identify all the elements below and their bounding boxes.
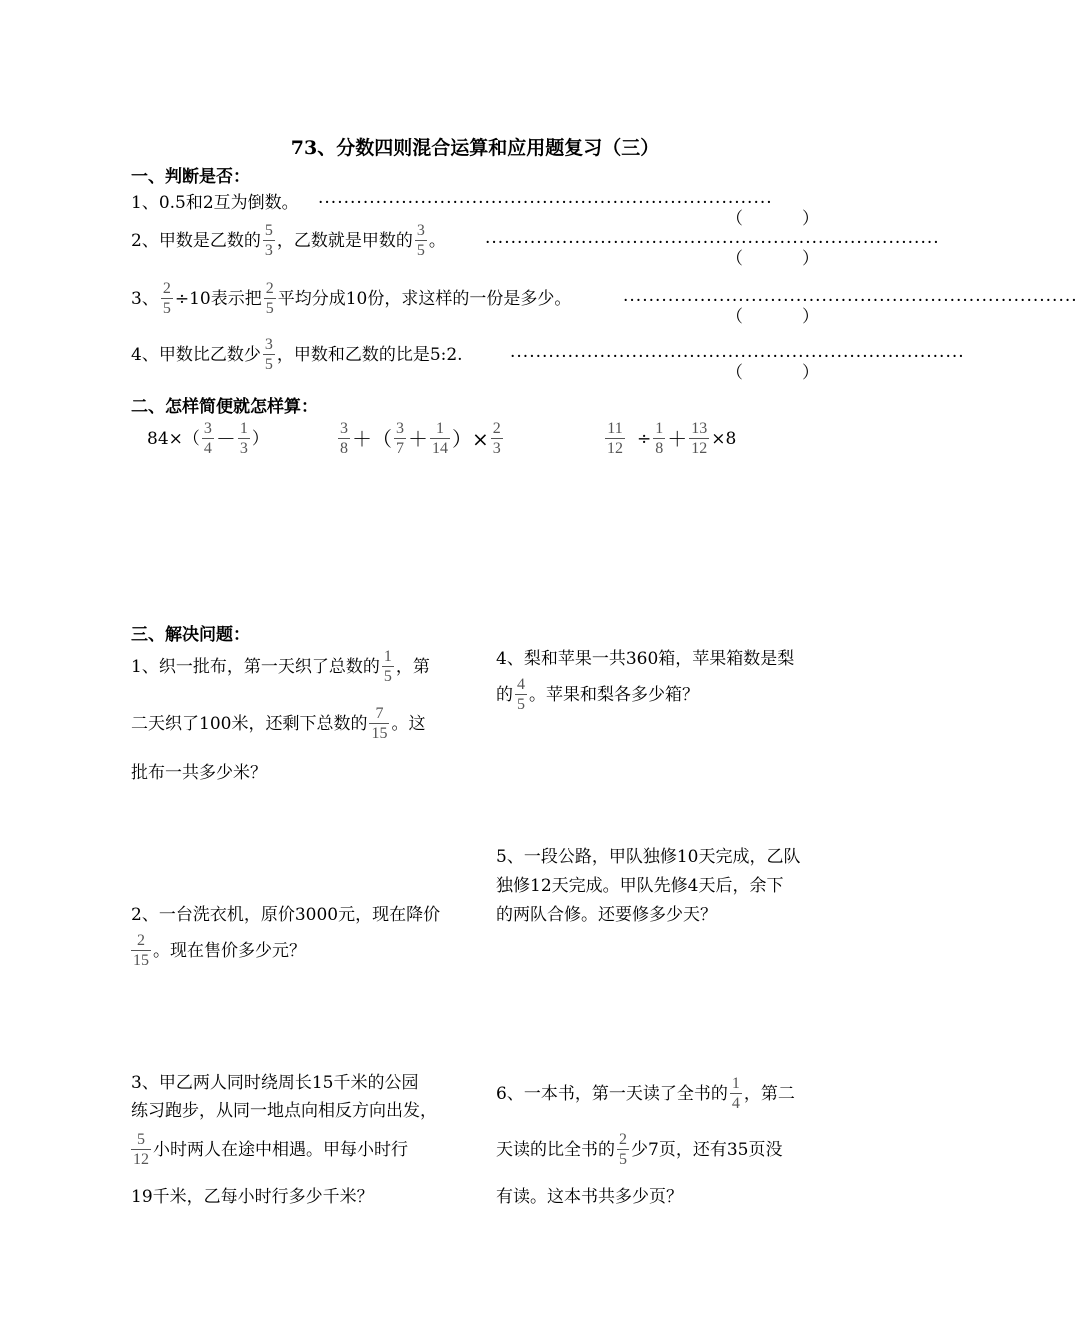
fraction [515, 676, 527, 713]
judge-item-4-answer-box[interactable] [726, 346, 819, 383]
denominator: 12 [691, 440, 708, 457]
page-title: 73、分数四则混合运算和应用题复习（三） [290, 137, 660, 159]
problem-6-line-3: 有读。这本书共多少页？ [496, 1187, 683, 1207]
numerator: 1 [239, 420, 248, 437]
fraction [653, 420, 665, 457]
calc-3-operator-1: ÷ [637, 428, 652, 449]
text: ，第二 [743, 1083, 795, 1104]
judge-item-2 [131, 222, 446, 259]
numerator: 2 [162, 280, 171, 297]
problem-5-line-1: 5、一段公路，甲队独修10天完成，乙队 [496, 847, 801, 867]
paren-open: （ [726, 307, 743, 327]
denominator: 3 [264, 242, 273, 259]
numerator: 1 [436, 420, 444, 437]
numerator: 7 [375, 705, 384, 722]
paren-close: ） [802, 249, 819, 269]
fraction [430, 420, 450, 457]
numerator: 4 [517, 676, 525, 693]
denominator: 5 [416, 242, 425, 259]
denominator: 8 [340, 440, 348, 457]
numerator: 3 [416, 222, 425, 239]
text: 。现在售价多少元？ [153, 940, 306, 961]
fraction [338, 420, 350, 457]
fraction [238, 420, 250, 457]
denominator: 8 [655, 440, 664, 457]
denominator: 5 [619, 1151, 627, 1168]
numerator: 1 [731, 1075, 740, 1092]
numerator: 3 [203, 420, 212, 437]
paren-close: ） [802, 363, 819, 383]
text: 。苹果和梨各多少箱？ [529, 684, 699, 705]
numerator: 1 [655, 420, 664, 437]
judge-item-3-text-c: 平均分成10份，求这样的一份是多少。 [277, 288, 572, 309]
fraction [263, 222, 275, 259]
denominator: 5 [265, 300, 274, 317]
problem-2-line-2 [129, 932, 306, 969]
fraction [730, 1075, 742, 1112]
judge-item-3-text-a: 3、 [131, 288, 159, 309]
denominator: 5 [383, 668, 392, 685]
problem-1-line-3: 批布一共多少米？ [131, 763, 267, 783]
numerator: 3 [264, 336, 273, 353]
fraction [264, 280, 276, 317]
section-judge-heading: 一、判断是否： [131, 167, 250, 187]
problem-3-line-3 [129, 1131, 408, 1168]
problem-3-line-2: 练习跑步，从同一地点向相反方向出发， [131, 1101, 437, 1121]
numerator: 1 [383, 648, 392, 665]
text: 少7页，还有35页没 [631, 1139, 783, 1160]
paren-open: （ [726, 249, 743, 269]
paren-close: ） [802, 209, 819, 229]
numerator: 2 [137, 932, 145, 949]
denominator: 3 [239, 440, 248, 457]
judge-item-1-text: 1、0.5和2互为倒数。 [131, 193, 299, 213]
denominator: 5 [264, 356, 273, 373]
denominator: 4 [203, 440, 212, 457]
numerator: 3 [340, 420, 348, 437]
problem-4-line-2 [496, 676, 699, 713]
paren-open: （ [726, 209, 743, 229]
judge-item-4 [131, 336, 463, 373]
numerator: 2 [265, 280, 274, 297]
fraction [382, 648, 394, 685]
numerator: 2 [619, 1131, 627, 1148]
denominator: 3 [492, 440, 501, 457]
problem-2-line-1: 2、一台洗衣机，原价3000元，现在降价 [131, 905, 441, 925]
judge-item-3-answer-box[interactable] [726, 290, 819, 327]
judge-item-2-answer-box[interactable] [726, 232, 819, 269]
judge-item-2-text-c: 。 [428, 230, 446, 251]
fraction [415, 222, 427, 259]
fraction [491, 420, 503, 457]
fraction [617, 1131, 629, 1168]
judge-item-2-dots: ······································································· [485, 233, 940, 253]
paren-close: ） [802, 307, 819, 327]
judge-item-4-text-a: 4、甲数比乙数少 [131, 344, 261, 365]
problem-6-line-1 [496, 1075, 795, 1112]
section-solve-heading: 三、解决问题： [131, 625, 250, 645]
denominator: 12 [133, 1151, 149, 1168]
calc-1-text-b: ） [251, 428, 269, 449]
fraction [369, 705, 389, 742]
judge-item-4-dots: ······································································· [510, 347, 965, 367]
judge-item-4-text-b: ，甲数和乙数的比是5:2. [276, 344, 463, 365]
calc-expression-3 [603, 420, 736, 457]
problem-5-line-2: 独修12天完成。甲队先修4天后，余下 [496, 876, 784, 896]
denominator: 15 [371, 725, 388, 742]
judge-item-3 [131, 280, 571, 317]
section-calc-heading: 二、怎样简便就怎样算： [131, 397, 318, 417]
calc-1-text-a: 84×（ [147, 428, 200, 449]
calc-expression-1 [147, 420, 269, 457]
calc-2-operator-3: ）× [452, 426, 489, 451]
problem-3-line-4: 19千米，乙每小时行多少千米？ [131, 1187, 374, 1207]
judge-item-3-text-b: ÷10表示把 [174, 288, 262, 309]
text: ，第 [395, 656, 430, 677]
calc-2-operator-2: ＋ [408, 426, 428, 451]
numerator: 5 [264, 222, 273, 239]
denominator: 5 [162, 300, 171, 317]
fraction [689, 420, 709, 457]
problem-6-line-2 [496, 1131, 782, 1168]
problem-4-line-1: 4、梨和苹果一共360箱，苹果箱数是梨 [496, 649, 795, 669]
text: 天读的比全书的 [496, 1139, 615, 1160]
fraction [131, 932, 151, 969]
judge-item-1 [131, 192, 299, 214]
judge-item-2-text-a: 2、甲数是乙数的 [131, 230, 261, 251]
fraction [202, 420, 214, 457]
text: 1、织一批布，第一天织了总数的 [131, 656, 380, 677]
judge-item-3-dots: ······································································· [623, 291, 1078, 311]
calc-1-operator: － [215, 426, 236, 451]
problem-5-line-3: 的两队合修。还要修多少天？ [496, 905, 717, 925]
calc-3-operator-3: ×8 [711, 428, 737, 449]
denominator: 7 [396, 440, 404, 457]
numerator: 3 [396, 420, 404, 437]
denominator: 14 [432, 440, 448, 457]
problem-1-line-1 [131, 648, 430, 685]
fraction [263, 336, 275, 373]
denominator: 4 [731, 1095, 740, 1112]
judge-item-1-answer-box[interactable] [726, 192, 819, 229]
calc-2-operator-1: ＋（ [352, 426, 392, 451]
text: 。这 [391, 713, 426, 734]
calc-expression-2 [336, 420, 505, 457]
text: 小时两人在途中相遇。甲每小时行 [153, 1139, 408, 1160]
numerator: 11 [607, 420, 623, 437]
numerator: 2 [492, 420, 501, 437]
numerator: 13 [691, 420, 708, 437]
text: 6、一本书，第一天读了全书的 [496, 1083, 728, 1104]
numerator: 5 [137, 1131, 145, 1148]
denominator: 5 [517, 696, 525, 713]
text: 的 [496, 684, 513, 705]
paren-open: （ [726, 363, 743, 383]
fraction [605, 420, 625, 457]
fraction [131, 1131, 151, 1168]
calc-3-operator-2: ＋ [667, 426, 688, 451]
judge-item-1-dots: ······································································· [318, 193, 773, 213]
fraction [394, 420, 406, 457]
denominator: 12 [607, 440, 623, 457]
problem-1-line-2 [131, 705, 425, 742]
problem-3-line-1: 3、甲乙两人同时绕周长15千米的公园 [131, 1073, 419, 1093]
denominator: 15 [133, 952, 149, 969]
judge-item-2-text-b: ，乙数就是甲数的 [276, 230, 413, 251]
fraction [161, 280, 173, 317]
text: 二天织了100米，还剩下总数的 [131, 713, 368, 734]
